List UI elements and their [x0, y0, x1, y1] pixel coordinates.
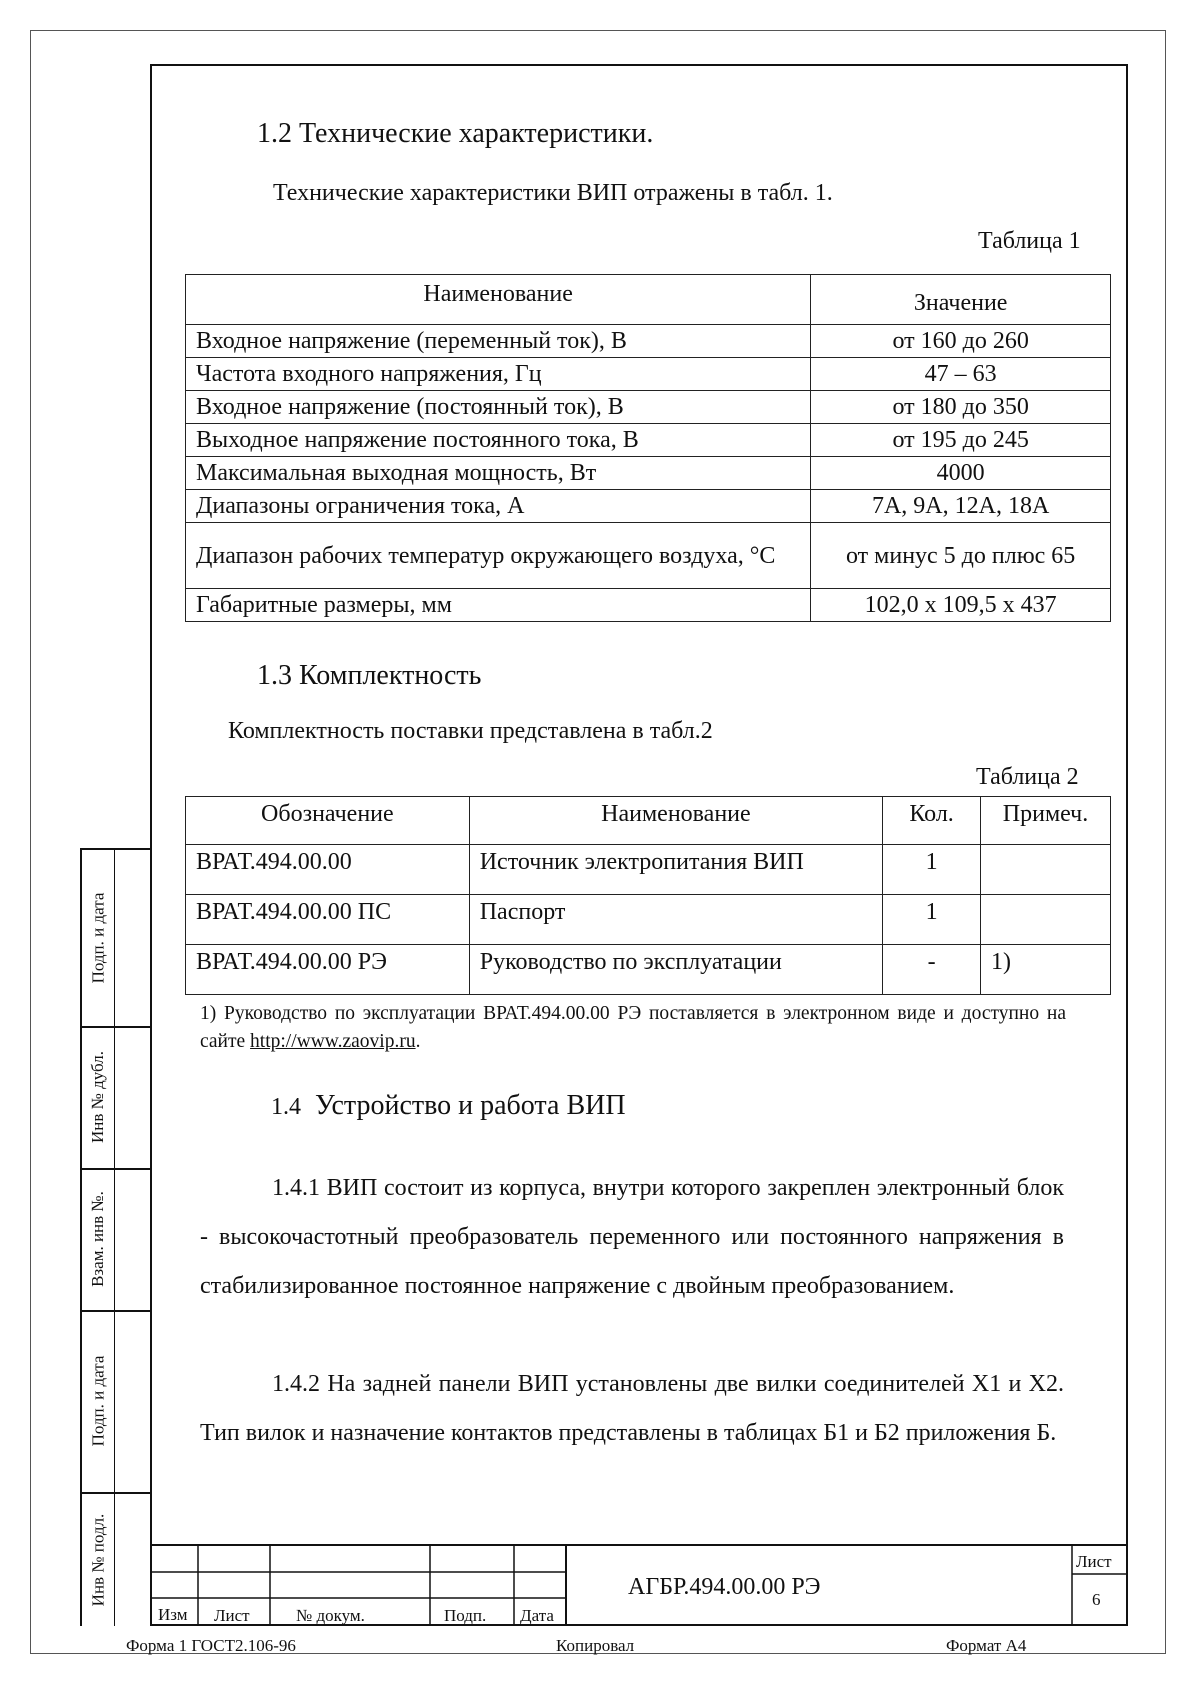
stamp-col-date: Дата — [520, 1606, 554, 1625]
side-label: Подп. и дата — [88, 892, 108, 984]
table-cell: от 180 до 350 — [811, 391, 1111, 424]
sheet-number: 6 — [1092, 1590, 1101, 1609]
table-1-caption: Таблица 1 — [978, 228, 1081, 254]
table-cell: Руководство по эксплуатации — [469, 945, 882, 995]
table-2-footnote — [200, 1000, 1066, 1056]
side-stamp — [80, 848, 150, 1626]
table-cell: Диапазон рабочих температур окружающего воздуха, °С — [186, 523, 811, 589]
table-row — [186, 490, 1111, 523]
table-cell: 1) — [981, 945, 1111, 995]
table-row — [186, 275, 1111, 325]
footnote-end: . — [415, 1031, 421, 1052]
table-cell: - — [883, 945, 981, 995]
section-1-3-intro: Комплектность поставки представлена в табл.2 — [228, 718, 713, 744]
table-2 — [185, 796, 1111, 995]
table-cell: 1 — [883, 845, 981, 895]
stamp-col-izm: Изм — [158, 1605, 188, 1624]
table-header: Кол. — [883, 797, 981, 845]
table-cell: ВРАТ.494.00.00 ПС — [186, 895, 470, 945]
table-cell: Входное напряжение (переменный ток), В — [186, 325, 811, 358]
table-row — [186, 325, 1111, 358]
section-1-4-heading — [271, 1090, 626, 1122]
table-cell: ВРАТ.494.00.00 РЭ — [186, 945, 470, 995]
table-cell: ВРАТ.494.00.00 — [186, 845, 470, 895]
table-row — [186, 797, 1111, 845]
table-cell: 7А, 9А, 12А, 18А — [811, 490, 1111, 523]
table-row — [186, 523, 1111, 589]
stamp-col-doc: № докум. — [296, 1606, 365, 1625]
table-row — [186, 457, 1111, 490]
table-cell: Источник электропитания ВИП — [469, 845, 882, 895]
side-label: Инв № дубл. — [88, 1050, 108, 1144]
table-cell: Диапазоны ограничения тока, А — [186, 490, 811, 523]
footer-form: Форма 1 ГОСТ2.106-96 — [126, 1636, 296, 1655]
website-link[interactable]: http://www.zaovip.ru — [250, 1031, 416, 1052]
table-row — [186, 945, 1111, 995]
table-cell: Частота входного напряжения, Гц — [186, 358, 811, 391]
table-row — [186, 895, 1111, 945]
section-1-3-heading: 1.3 Комплектность — [257, 660, 482, 691]
table-header: Наименование — [186, 275, 811, 325]
table-cell: 102,0 x 109,5 x 437 — [811, 589, 1111, 622]
table-cell — [981, 845, 1111, 895]
side-label: Инв № подл. — [88, 1513, 107, 1607]
stamp-col-sign: Подп. — [444, 1606, 487, 1625]
table-cell: от 195 до 245 — [811, 424, 1111, 457]
table-cell: Максимальная выходная мощность, Вт — [186, 457, 811, 490]
table-row — [186, 424, 1111, 457]
table-header: Значение — [811, 275, 1111, 325]
section-1-2-intro: Технические характеристики ВИП отражены в табл. 1. — [273, 180, 833, 206]
table-header: Примеч. — [981, 797, 1111, 845]
table-header: Обозначение — [186, 797, 470, 845]
table-cell: Выходное напряжение постоянного тока, В — [186, 424, 811, 457]
table-cell: Габаритные размеры, мм — [186, 589, 811, 622]
footer-copied: Копировал — [556, 1636, 635, 1655]
paragraph-1-4-2: 1.4.2 На задней панели ВИП установлены две вилки соединителей Х1 и Х2. Тип вилок и назначение контактов представлены в таблицах Б1 и Б2 приложения Б. — [200, 1371, 1064, 1446]
table-cell: 4000 — [811, 457, 1111, 490]
table-row — [186, 391, 1111, 424]
table-cell: 1 — [883, 895, 981, 945]
table-header: Наименование — [469, 797, 882, 845]
table-row — [186, 358, 1111, 391]
title-block — [150, 1544, 1128, 1626]
side-label: Подп. и дата — [88, 1355, 108, 1447]
document-designation: АГБР.494.00.00 РЭ — [628, 1574, 821, 1600]
sheet-label: Лист — [1076, 1552, 1112, 1571]
paragraph-1-4-1: 1.4.1 ВИП состоит из корпуса, внутри которого закреплен электронный блок - высокочастотный преобразователь переменного или постоянного напряжения в стабилизированное постоянное напряжение с двойным преобразованием. — [200, 1175, 1064, 1299]
side-label: Взам. инв №. — [88, 1191, 107, 1287]
table-cell: от 160 до 260 — [811, 325, 1111, 358]
table-cell: 47 – 63 — [811, 358, 1111, 391]
table-2-caption: Таблица 2 — [976, 764, 1079, 790]
table-cell: Входное напряжение (постоянный ток), В — [186, 391, 811, 424]
table-cell — [981, 895, 1111, 945]
table-row — [186, 845, 1111, 895]
section-1-4-number: 1.4 — [271, 1094, 301, 1120]
table-cell: Паспорт — [469, 895, 882, 945]
stamp-col-list: Лист — [214, 1606, 250, 1625]
section-1-2-heading: 1.2 Технические характеристики. — [257, 118, 654, 149]
table-1 — [185, 274, 1111, 622]
table-row — [186, 589, 1111, 622]
footnote-text: 1) Руководство по эксплуатации ВРАТ.494.00.00 РЭ поставляется в электронном виде и доступно на сайте — [200, 1003, 1066, 1052]
section-1-4-title: Устройство и работа ВИП — [315, 1090, 626, 1121]
footer-format: Формат А4 — [946, 1636, 1027, 1655]
table-cell: от минус 5 до плюс 65 — [811, 523, 1111, 589]
